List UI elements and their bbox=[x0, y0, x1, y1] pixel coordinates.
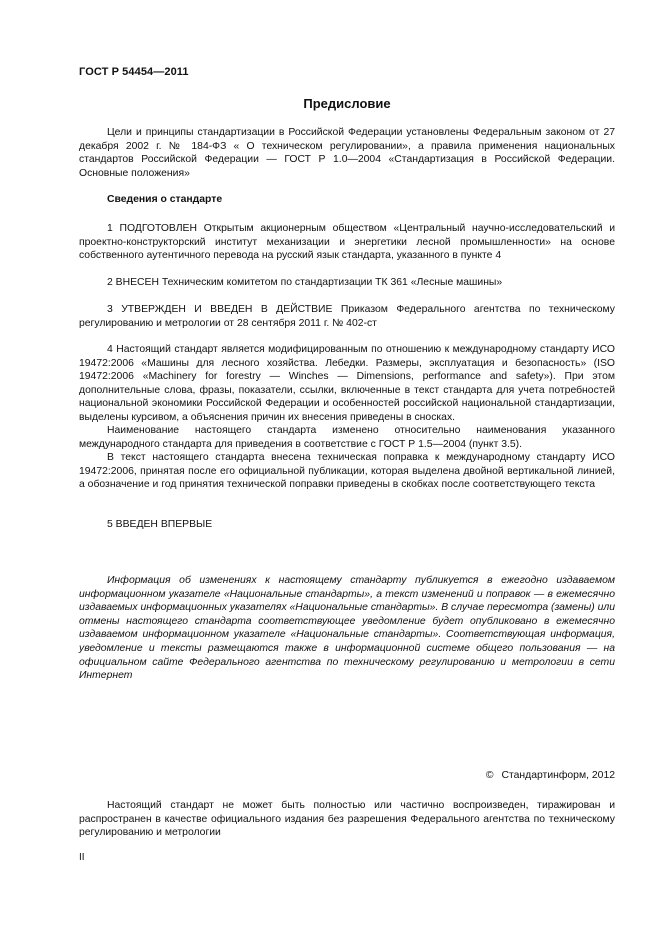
preface-intro-paragraph: Цели и принципы стандартизации в Российской Федерации установлены Федеральным законом от 27 декабря 2002 г. № 184-ФЗ « О техническом регулировании», а правила применения национальных стандартов Российской Федерации — ГОСТ Р 1.0—2004 «Стандартизация в Российской Федерации. Основные положения» bbox=[79, 127, 615, 179]
preface-title: Предисловие bbox=[303, 96, 391, 111]
standard-code-header: ГОСТ Р 54454—2011 bbox=[79, 66, 189, 78]
standard-info-heading: Сведения о стандарте bbox=[107, 194, 223, 205]
copyright-symbol: © bbox=[485, 770, 494, 781]
page-number: II bbox=[79, 852, 85, 863]
info-item-2: 2 ВНЕСЕН Техническим комитетом по стандартизации ТК 361 «Лесные машины» bbox=[107, 277, 503, 288]
reproduction-notice-paragraph: Настоящий стандарт не может быть полностью или частично воспроизведен, тиражирован и распространен в качестве официального издания без разрешения Федерального агентства по техническому регулированию и метрологии bbox=[79, 800, 615, 839]
info-item-4: 4 Настоящий стандарт является модифицированным по отношению к международному стандарту ИСО 19472:2006 «Машины для лесного хозяйства. Лебедки. Размеры, эксплуатация и безопасность» (ISO 19472:2006 «Machinery for forestry — Winches — Dimensions, performance and safety»). При этом дополнительные слова, фразы, показатели, ссылки, включенные в текст стандарта для учета потребностей национальной экономики Российской Федерации и особенностей российской национальной стандартизации, выделены курсивом, а объяснения причин их внесения приведены в сносках. bbox=[79, 344, 615, 423]
info-item-4-name-change: Наименование настоящего стандарта изменено относительно наименования указанного международного стандарта для приведения в соответствие с ГОСТ Р 1.5—2004 (пункт 3.5). bbox=[79, 425, 615, 450]
copyright-line bbox=[486, 770, 615, 781]
info-item-4-technical-fix: В текст настоящего стандарта внесена техническая поправка к международному стандарту ИСО 19472:2006, принятая после его официальной публикации, которая выделена двойной вертикальной линией, а обозначение и год принятия технической поправки приведены в скобках после соответствующего текста bbox=[79, 452, 615, 491]
info-item-5: 5 ВВЕДЕН ВПЕРВЫЕ bbox=[107, 519, 213, 530]
changes-notice-paragraph: Информация об изменениях к настоящему стандарту публикуется в ежегодно издаваемом информационном указателе «Национальные стандарты», а текст изменений и поправок — в ежемесячно издаваемых информационных указателях «Национальные стандарты». В случае пересмотра (замены) или отмены настоящего стандарта соответствующее уведомление будет опубликовано в ежемесячно издаваемом информационном указателе «Национальные стандарты». Соответствующая информация, уведомление и тексты размещаются также в информационной системе общего пользования — на официальном сайте Федерального агентства по техническому регулированию и метрологии в сети Интернет bbox=[79, 575, 615, 682]
info-item-3: 3 УТВЕРЖДЕН И ВВЕДЕН В ДЕЙСТВИЕ Приказом Федерального агентства по техническому регулированию и метрологии от 28 сентября 2011 г. № 402-ст bbox=[79, 304, 615, 329]
copyright-text: Стандартинформ, 2012 bbox=[501, 770, 615, 781]
info-item-1: 1 ПОДГОТОВЛЕН Открытым акционерным обществом «Центральный научно-исследовательский и проектно-конструкторский институт механизации и энергетики лесной промышленности» на основе собственного аутентичного перевода на русский язык стандарта, указанного в пункте 4 bbox=[79, 223, 615, 262]
